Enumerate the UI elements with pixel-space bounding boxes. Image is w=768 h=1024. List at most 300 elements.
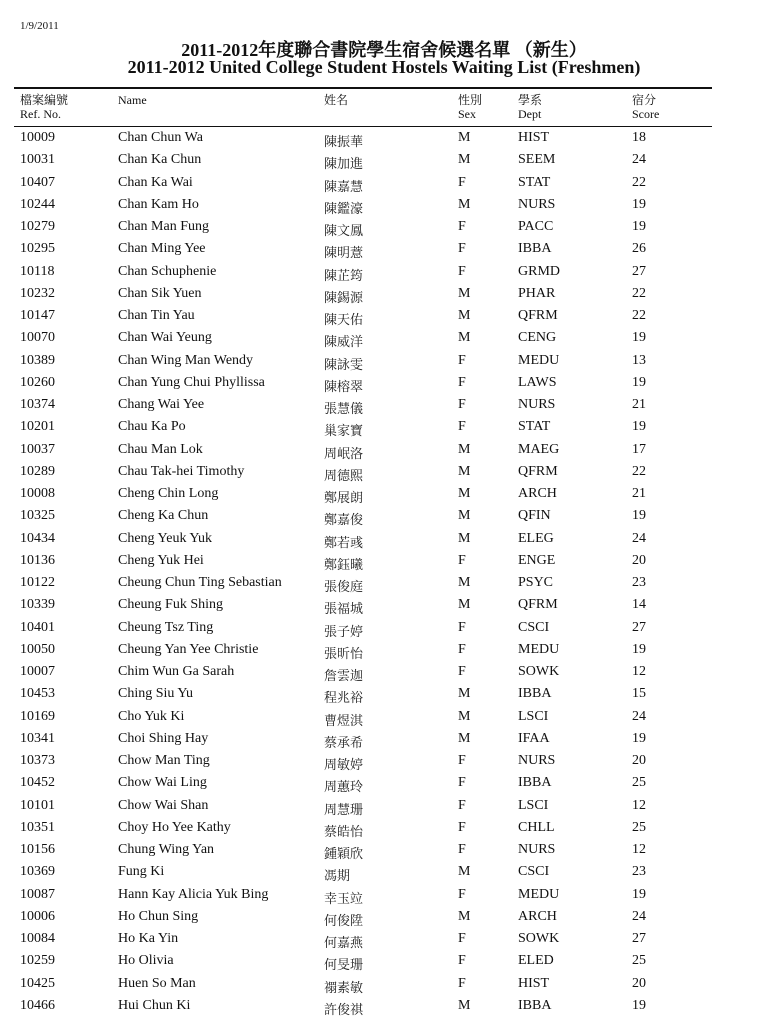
chinese-name-cell: 許俊祺 [324,1002,364,1018]
english-name-cell: Hann Kay Alicia Yuk Bing [118,886,269,902]
dept-cell: STAT [518,419,551,435]
table-row [0,683,768,705]
table-row [0,795,768,817]
table-row [0,839,768,861]
ref-no-cell: 10279 [20,219,55,234]
sex-cell: F [458,263,466,279]
ref-no-cell: 10147 [20,308,55,323]
column-header-chinese-name-zh: 姓名 [324,93,349,107]
score-cell: 24 [632,530,646,546]
dept-cell: IFAA [518,730,550,746]
english-name-cell: Ching Siu Yu [118,686,193,702]
title-chinese: 2011-2012年度聯合書院學生宿舍候選名單 （新生） [181,40,587,60]
dept-cell: STAT [518,174,551,190]
score-cell: 25 [632,819,646,835]
table-row [0,550,768,572]
table-row [0,350,768,372]
column-header-chinese-name [324,93,348,107]
table-row [0,617,768,639]
chinese-name-cell: 鄭鈺曦 [324,557,364,573]
score-cell: 21 [632,486,646,501]
dept-cell: LAWS [518,374,557,390]
sex-cell: M [458,463,471,479]
ref-no-cell: 10122 [20,575,55,590]
english-name-cell: Chan Chun Wa [118,130,203,145]
sex-cell: F [458,241,466,257]
ref-no-cell: 10118 [20,263,55,279]
english-name-cell: Chow Wai Shan [118,797,209,813]
dept-cell: NURS [518,842,556,857]
ref-no-cell: 10201 [20,419,55,435]
score-cell: 20 [632,975,646,991]
column-header-score-en: Score [632,107,660,121]
english-name-cell: Chan Ka Chun [118,152,202,168]
sex-cell: F [458,753,466,768]
chinese-name-cell: 鄭若彧 [324,535,364,551]
ref-no-cell: 10101 [20,797,55,813]
ref-no-cell: 10259 [20,953,55,969]
score-cell: 14 [632,597,646,613]
score-cell: 22 [632,463,646,479]
english-name-cell: Chau Man Lok [118,441,203,457]
sex-cell: F [458,775,466,791]
chinese-name-cell: 何嘉燕 [324,936,364,951]
english-name-cell: Chow Wai Ling [118,775,207,791]
english-name-cell: Choy Ho Yee Kathy [118,819,231,835]
english-name-cell: Cheung Chun Ting Sebastian [118,575,282,590]
dept-cell: QFRM [518,597,558,613]
dept-cell: IBBA [518,686,552,702]
table-row [0,416,768,438]
english-name-cell: Chau Ka Po [118,419,186,435]
chinese-name-cell: 蔡皓怡 [324,824,364,840]
score-cell: 24 [632,708,646,724]
ref-no-cell: 10341 [20,730,55,746]
dept-cell: HIST [518,975,550,991]
table-row [0,305,768,327]
score-cell: 18 [632,130,646,145]
sex-cell: M [458,864,471,880]
chinese-name-cell: 陳明薏 [324,246,364,262]
dept-cell: MAEG [518,441,560,457]
ref-no-cell: 10351 [20,819,55,835]
chinese-name-cell: 鄭嘉俊 [324,513,364,529]
chinese-name-cell: 陳詠雯 [324,357,364,373]
sex-cell: M [458,575,471,590]
ref-no-cell: 10389 [20,352,55,368]
table-row [0,772,768,794]
score-cell: 27 [632,619,646,635]
sex-cell: F [458,397,466,412]
column-header-ref-zh: 檔案編號 [20,93,69,107]
score-cell: 19 [632,196,646,212]
ref-no-cell: 10373 [20,753,55,768]
score-cell: 22 [632,308,646,323]
ref-no-cell: 10401 [20,619,55,635]
chinese-name-cell: 張昕怡 [324,646,364,662]
dept-cell: IBBA [518,775,552,791]
ref-no-cell: 10156 [20,842,55,857]
sex-cell: M [458,530,471,546]
score-cell: 19 [632,730,646,746]
table-row [0,728,768,750]
table-row [0,439,768,461]
score-cell: 19 [632,997,646,1013]
english-name-cell: Cheng Yuk Hei [118,552,204,568]
table-row [0,817,768,839]
ref-no-cell: 10260 [20,374,55,390]
column-header-score-zh: 宿分 [632,93,657,107]
column-header-ref [20,93,68,121]
dept-cell: CSCI [518,619,550,635]
sex-cell: M [458,908,471,924]
english-name-cell: Ho Olivia [118,953,174,969]
table-row [0,973,768,995]
table-row [0,594,768,616]
table-row [0,572,768,594]
dept-cell: LSCI [518,797,549,813]
ref-no-cell: 10006 [20,908,55,924]
table-row [0,327,768,349]
ref-no-cell: 10425 [20,975,55,991]
column-header-sex-zh: 性別 [458,93,483,107]
print-date: 1/9/2011 [20,20,59,32]
column-header-name-en: Name [118,93,147,107]
chinese-name-cell: 程兆裕 [324,691,364,707]
english-name-cell: Chan Tin Yau [118,308,195,323]
ref-no-cell: 10232 [20,285,55,301]
score-cell: 19 [632,419,646,435]
english-name-cell: Chan Ming Yee [118,241,206,257]
sex-cell: M [458,730,471,746]
chinese-name-cell: 周慧珊 [324,802,364,818]
dept-cell: MEDU [518,641,560,657]
chinese-name-cell: 張俊庭 [324,580,364,595]
chinese-name-cell: 張福城 [324,602,364,618]
ref-no-cell: 10087 [20,886,55,902]
ref-no-cell: 10084 [20,931,55,946]
chinese-name-cell: 陳錫源 [324,290,364,306]
column-header-dept-en: Dept [518,107,542,121]
column-header-score [632,93,659,121]
chinese-name-cell: 周德熙 [324,468,364,484]
english-name-cell: Chang Wai Yee [118,397,205,412]
dept-cell: CSCI [518,864,550,880]
sex-cell: M [458,152,471,168]
sex-cell: M [458,686,471,702]
chinese-name-cell: 張慧儀 [324,402,364,417]
english-name-cell: Fung Ki [118,864,165,880]
sex-cell: F [458,797,466,813]
ref-no-cell: 10136 [20,552,55,568]
ref-no-cell: 10244 [20,196,55,212]
chinese-name-cell: 詹雲迦 [324,669,364,684]
table-row [0,995,768,1017]
title-english: 2011-2012 United College Student Hostels Waiting List (Freshmen) [127,57,641,77]
sex-cell: F [458,174,466,190]
dept-cell: NURS [518,397,556,412]
sex-cell: F [458,374,466,390]
sex-cell: F [458,552,466,568]
sex-cell: M [458,441,471,457]
english-name-cell: Cheung Yan Yee Christie [118,641,259,657]
ref-no-cell: 10339 [20,597,55,613]
chinese-name-cell: 周岷洛 [324,446,364,462]
score-cell: 17 [632,441,646,457]
score-cell: 23 [632,575,646,590]
table-row [0,661,768,683]
score-cell: 27 [632,931,646,946]
english-name-cell: Chau Tak-hei Timothy [118,463,245,479]
sex-cell: F [458,352,466,368]
column-header-dept [518,93,542,121]
table-row [0,372,768,394]
score-cell: 27 [632,263,646,279]
dept-cell: ELEG [518,530,554,546]
chinese-name-cell: 禤素敏 [324,980,364,996]
ref-no-cell: 10453 [20,686,55,702]
table-row [0,216,768,238]
english-name-cell: Chow Man Ting [118,753,210,768]
score-cell: 12 [632,797,646,813]
column-header-sex-en: Sex [458,107,476,121]
ref-no-cell: 10295 [20,241,55,257]
sex-cell: F [458,886,466,902]
ref-no-cell: 10031 [20,152,55,168]
dept-cell: SEEM [518,152,556,168]
dept-cell: CHLL [518,819,555,835]
english-name-cell: Chan Schuphenie [118,263,217,279]
score-cell: 22 [632,285,646,301]
sex-cell: M [458,130,471,145]
table-row [0,861,768,883]
sex-cell: M [458,597,471,613]
table-row [0,261,768,283]
dept-cell: ARCH [518,908,557,924]
table-row [0,706,768,728]
table-row [0,172,768,194]
chinese-name-cell: 幸玉竝 [324,891,364,907]
chinese-name-cell: 陳文鳳 [324,224,364,239]
sex-cell: F [458,953,466,969]
sex-cell: M [458,308,471,323]
sex-cell: M [458,330,471,346]
dept-cell: QFRM [518,308,558,323]
table-row [0,283,768,305]
sex-cell: F [458,931,466,946]
table-row [0,884,768,906]
table-row [0,505,768,527]
sex-cell: F [458,219,466,234]
ref-no-cell: 10007 [20,664,55,679]
score-cell: 19 [632,330,646,346]
english-name-cell: Chim Wun Ga Sarah [118,664,235,679]
dept-cell: IBBA [518,241,552,257]
chinese-name-cell: 蔡承希 [324,735,364,751]
column-header-name [118,93,147,107]
sex-cell: M [458,486,471,501]
column-header-sex [458,93,482,121]
table-row [0,483,768,505]
sex-cell: F [458,975,466,991]
ref-no-cell: 10037 [20,441,55,457]
score-cell: 24 [632,152,646,168]
score-cell: 25 [632,953,646,969]
sex-cell: M [458,285,471,301]
chinese-name-cell: 周蕙玲 [324,780,364,796]
score-cell: 21 [632,397,646,412]
score-cell: 25 [632,775,646,791]
english-name-cell: Chan Ka Wai [118,174,193,190]
english-name-cell: Cheng Yeuk Yuk [118,530,212,546]
sex-cell: F [458,619,466,635]
chinese-name-cell: 陳天佑 [324,313,364,328]
table-row [0,906,768,928]
english-name-cell: Chan Man Fung [118,219,209,234]
sex-cell: F [458,819,466,835]
chinese-name-cell: 巢家寶 [324,424,364,440]
score-cell: 26 [632,241,646,257]
score-cell: 15 [632,686,646,702]
chinese-name-cell: 馮期 [324,869,351,885]
score-cell: 13 [632,352,646,368]
score-cell: 19 [632,641,646,657]
english-name-cell: Ho Chun Sing [118,908,199,924]
ref-no-cell: 10009 [20,130,55,145]
ref-no-cell: 10466 [20,997,55,1013]
ref-no-cell: 10070 [20,330,55,346]
ref-no-cell: 10169 [20,708,55,724]
chinese-name-cell: 陳嘉慧 [324,179,364,195]
ref-no-cell: 10008 [20,486,55,501]
english-name-cell: Chan Wai Yeung [118,330,212,346]
english-name-cell: Cheung Tsz Ting [118,619,214,635]
dept-cell: ELED [518,953,554,969]
sex-cell: F [458,664,466,679]
chinese-name-cell: 陳加進 [324,157,364,173]
ref-no-cell: 10407 [20,174,55,190]
score-cell: 22 [632,174,646,190]
dept-cell: PACC [518,219,554,234]
dept-cell: GRMD [518,263,561,279]
english-name-cell: Huen So Man [118,975,196,991]
ref-no-cell: 10050 [20,641,55,657]
english-name-cell: Cheng Chin Long [118,486,219,501]
ref-no-cell: 10374 [20,397,55,412]
dept-cell: PSYC [518,575,554,590]
sex-cell: F [458,419,466,435]
table-row [0,528,768,550]
sex-cell: M [458,997,471,1013]
english-name-cell: Chan Kam Ho [118,196,199,212]
dept-cell: NURS [518,196,556,212]
sex-cell: M [458,196,471,212]
ref-no-cell: 10289 [20,463,55,479]
dept-cell: NURS [518,753,556,768]
chinese-name-cell: 鍾穎欣 [324,847,364,862]
ref-no-cell: 10325 [20,508,55,524]
column-header-ref-en: Ref. No. [20,107,61,121]
score-cell: 12 [632,664,646,679]
english-name-cell: Cho Yuk Ki [118,708,185,724]
dept-cell: ENGE [518,552,556,568]
dept-cell: CENG [518,330,557,346]
chinese-name-cell: 何旻珊 [324,958,364,974]
chinese-name-cell: 鄭展朗 [324,491,364,506]
dept-cell: MEDU [518,886,560,902]
dept-cell: MEDU [518,352,560,368]
dept-cell: ARCH [518,486,557,501]
score-cell: 12 [632,842,646,857]
dept-cell: HIST [518,130,550,145]
table-row [0,928,768,950]
english-name-cell: Chung Wing Yan [118,842,215,857]
score-cell: 20 [632,753,646,768]
chinese-name-cell: 陳威洋 [324,335,364,351]
table-row [0,639,768,661]
english-name-cell: Chan Sik Yuen [118,285,202,301]
chinese-name-cell: 張子婷 [324,624,364,640]
table-row [0,461,768,483]
chinese-name-cell: 曹煜淇 [324,713,364,729]
score-cell: 23 [632,864,646,880]
chinese-name-cell: 周敏婷 [324,758,364,773]
table-row [0,950,768,972]
chinese-name-cell: 何俊陞 [324,913,364,929]
score-cell: 19 [632,219,646,234]
ref-no-cell: 10434 [20,530,55,546]
score-cell: 24 [632,908,646,924]
ref-no-cell: 10369 [20,864,55,880]
english-name-cell: Chan Yung Chui Phyllissa [118,374,265,390]
english-name-cell: Choi Shing Hay [118,730,209,746]
chinese-name-cell: 陳榕翠 [324,379,364,395]
waiting-list-table [0,127,768,1017]
dept-cell: SOWK [518,931,560,946]
score-cell: 19 [632,508,646,524]
table-row [0,750,768,772]
english-name-cell: Ho Ka Yin [118,931,179,946]
score-cell: 20 [632,552,646,568]
dept-cell: SOWK [518,664,560,679]
table-row [0,149,768,171]
sex-cell: M [458,708,471,724]
chinese-name-cell: 陳振華 [324,135,364,150]
ref-no-cell: 10452 [20,775,55,791]
sex-cell: F [458,842,466,857]
table-row [0,238,768,260]
header-top-rule [14,87,712,89]
table-row [0,127,768,149]
score-cell: 19 [632,374,646,390]
score-cell: 19 [632,886,646,902]
english-name-cell: Cheung Fuk Shing [118,597,224,613]
dept-cell: QFIN [518,508,551,524]
table-row [0,394,768,416]
chinese-name-cell: 陳芷筠 [324,268,364,284]
dept-cell: IBBA [518,997,552,1013]
chinese-name-cell: 陳鑑濠 [324,201,364,217]
dept-cell: PHAR [518,285,556,301]
table-row [0,194,768,216]
dept-cell: LSCI [518,708,549,724]
english-name-cell: Chan Wing Man Wendy [118,352,254,368]
sex-cell: F [458,641,466,657]
column-header-dept-zh: 學系 [518,93,543,107]
english-name-cell: Cheng Ka Chun [118,508,209,524]
sex-cell: M [458,508,471,524]
dept-cell: QFRM [518,463,558,479]
